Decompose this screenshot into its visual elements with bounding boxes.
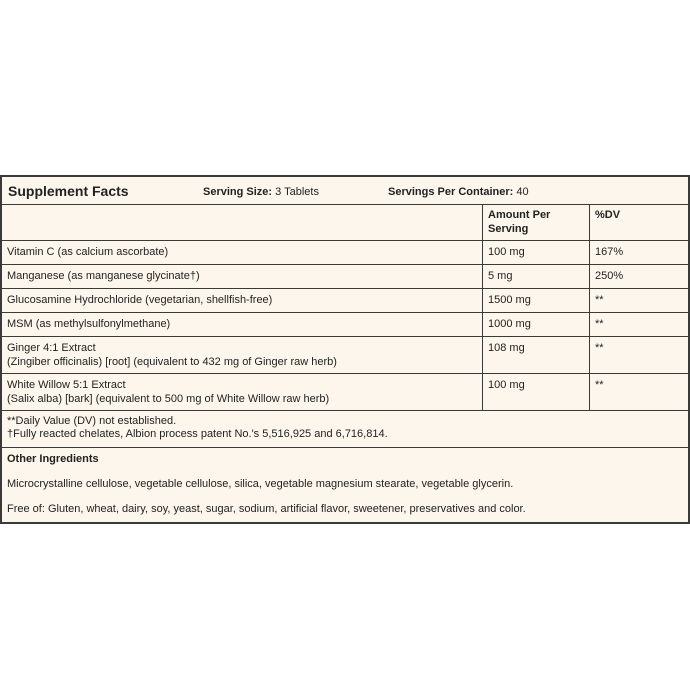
nutrient-amount: 5 mg — [483, 265, 590, 289]
servings-per-label: Servings Per Container: — [388, 186, 514, 198]
nutrient-name: Glucosamine Hydrochloride (vegetarian, shellfish-free) — [2, 289, 483, 313]
table-row — [2, 337, 688, 374]
dv-column-header: %DV — [590, 205, 689, 241]
nutrient-name: MSM (as methylsulfonylmethane) — [2, 313, 483, 337]
free-of-statement: Free of: Gluten, wheat, dairy, soy, yeast, sugar, sodium, artificial flavor, sweetener, preservatives and color. — [7, 503, 526, 515]
serving-size-value: 3 Tablets — [275, 186, 319, 198]
other-ingredients-section — [2, 448, 688, 522]
servings-per-value: 40 — [516, 186, 529, 198]
servings-per-container — [388, 186, 529, 198]
table-row — [2, 313, 688, 337]
nutrient-amount: 108 mg — [483, 337, 590, 374]
nutrient-dv: ** — [590, 374, 689, 411]
chelate-footnote: †Fully reacted chelates, Albion process patent No.'s 5,516,925 and 6,716,814. — [7, 428, 388, 440]
nutrient-source: (Zingiber officinalis) [root] (equivalent to 432 mg of Ginger raw herb) — [7, 356, 337, 368]
nutrient-dv: ** — [590, 289, 689, 313]
facts-header — [2, 177, 688, 205]
nutrient-name-cell — [2, 337, 483, 374]
nutrient-name: Ginger 4:1 Extract — [7, 342, 96, 354]
other-ingredients-list: Microcrystalline cellulose, vegetable cellulose, silica, vegetable magnesium stearate, vegetable glycerin. — [7, 478, 514, 490]
table-header-row — [2, 205, 688, 241]
amount-header-line1: Amount Per — [488, 209, 551, 221]
nutrient-dv: 250% — [590, 265, 689, 289]
nutrient-name-cell — [2, 374, 483, 411]
footnotes — [2, 411, 688, 448]
nutrient-dv: ** — [590, 337, 689, 374]
nutrient-amount: 1000 mg — [483, 313, 590, 337]
serving-size — [203, 186, 319, 198]
name-column-header — [2, 205, 483, 241]
table-row — [2, 289, 688, 313]
nutrient-amount: 1500 mg — [483, 289, 590, 313]
nutrient-amount: 100 mg — [483, 241, 590, 265]
table-row — [2, 374, 688, 411]
table-row — [2, 241, 688, 265]
dv-footnote: **Daily Value (DV) not established. — [7, 415, 177, 427]
supplement-facts-panel — [0, 175, 690, 524]
nutrient-name: Vitamin C (as calcium ascorbate) — [2, 241, 483, 265]
facts-title: Supplement Facts — [8, 183, 129, 199]
serving-size-label: Serving Size: — [203, 186, 273, 198]
nutrient-name: Manganese (as manganese glycinate†) — [2, 265, 483, 289]
nutrient-name: White Willow 5:1 Extract — [7, 379, 126, 391]
table-row — [2, 265, 688, 289]
nutrient-table — [2, 205, 688, 411]
nutrient-dv: ** — [590, 313, 689, 337]
nutrient-source: (Salix alba) [bark] (equivalent to 500 mg of White Willow raw herb) — [7, 393, 330, 405]
nutrient-amount: 100 mg — [483, 374, 590, 411]
other-ingredients-title: Other Ingredients — [7, 453, 99, 465]
amount-header-line2: Serving — [488, 223, 529, 235]
nutrient-dv: 167% — [590, 241, 689, 265]
amount-column-header — [483, 205, 590, 241]
